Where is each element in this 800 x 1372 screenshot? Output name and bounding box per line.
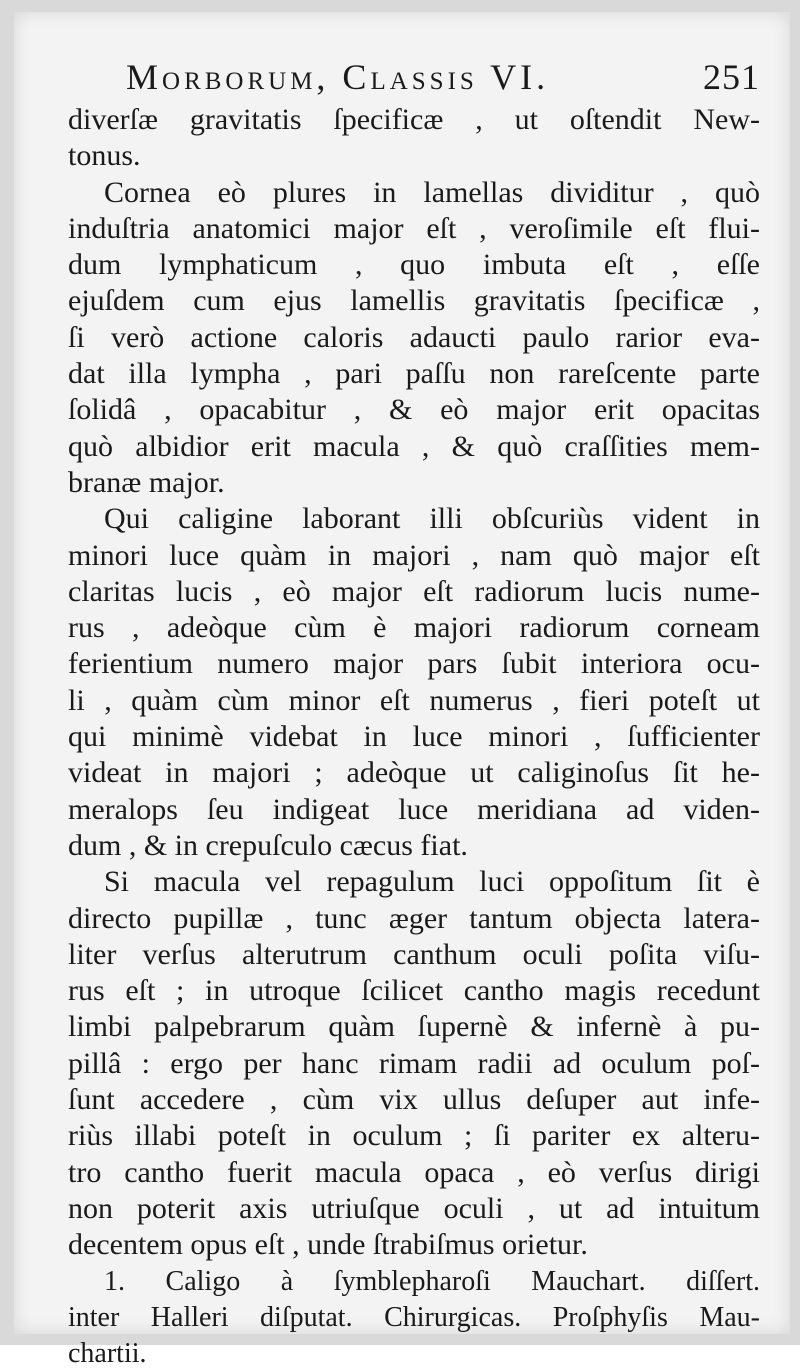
text-line: ſi verò actione caloris adaucti paulo rarior eva- <box>68 320 760 356</box>
body-text <box>68 102 760 1264</box>
text-line: tro cantho fuerit macula opaca , eò verſus dirigi <box>68 1155 760 1191</box>
text-line: quò albidior erit macula , & quò craſſities mem- <box>68 429 760 465</box>
text-line: rus eſt ; in utroque ſcilicet cantho magis recedunt <box>68 973 760 1009</box>
footnote-line: 1. Caligo à ſymblepharoſi Mauchart. diſſert. <box>68 1264 760 1300</box>
text-line: non poterit axis utriuſque oculi , ut ad intuitum <box>68 1191 760 1227</box>
text-line: Qui caligine laborant illi obſcuriùs vident in <box>68 501 760 537</box>
text-line: diverſæ gravitatis ſpecificæ , ut oſtendit New- <box>68 102 760 138</box>
text-line: limbi palpebrarum quàm ſupernè & infernè à pu- <box>68 1009 760 1045</box>
text-line: ſunt accedere , cùm vix ullus deſuper aut infe- <box>68 1082 760 1118</box>
text-line: rus , adeòque cùm è majori radiorum corneam <box>68 610 760 646</box>
text-line: pillâ : ergo per hanc rimam radii ad oculum poſ- <box>68 1046 760 1082</box>
paragraph <box>68 501 760 864</box>
page-text <box>68 56 760 1372</box>
text-line: dat illa lympha , pari paſſu non rareſcente parte <box>68 356 760 392</box>
footnote-line: chartii. <box>68 1336 760 1372</box>
text-line: claritas lucis , eò major eſt radiorum lucis nume- <box>68 574 760 610</box>
text-line: videat in majori ; adeòque ut caliginoſus ſit he- <box>68 755 760 791</box>
text-line: Si macula vel repagulum luci oppoſitum ſit è <box>68 864 760 900</box>
text-line: tonus. <box>68 138 760 174</box>
text-line: liter verſus alterutrum canthum oculi poſita viſu- <box>68 937 760 973</box>
text-line: meralops ſeu indigeat luce meridiana ad viden- <box>68 792 760 828</box>
paragraph <box>68 102 760 175</box>
page-number: 251 <box>703 56 760 98</box>
text-line: branæ major. <box>68 465 760 501</box>
text-line: induſtria anatomici major eſt , veroſimile eſt flui- <box>68 211 760 247</box>
paragraph <box>68 175 760 502</box>
text-line: decentem opus eſt , unde ſtrabiſmus orietur. <box>68 1227 760 1263</box>
paragraph <box>68 864 760 1263</box>
text-line: riùs illabi poteſt in oculum ; ſi pariter ex alteru- <box>68 1118 760 1154</box>
text-line: ejuſdem cum ejus lamellis gravitatis ſpecificæ , <box>68 283 760 319</box>
text-line: Cornea eò plures in lamellas dividitur , quò <box>68 175 760 211</box>
text-line: dum lymphaticum , quo imbuta eſt , eſſe <box>68 247 760 283</box>
running-head <box>68 56 760 102</box>
book-page <box>14 12 790 1334</box>
footnote-line: inter Halleri diſputat. Chirurgicas. Proſphyſis Mau- <box>68 1300 760 1336</box>
text-line: qui minimè videbat in luce minori , ſufficienter <box>68 719 760 755</box>
text-line: directo pupillæ , tunc æger tantum objecta latera- <box>68 901 760 937</box>
text-line: minori luce quàm in majori , nam quò major eſt <box>68 538 760 574</box>
text-line: ferientium numero major pars ſubit interiora ocu- <box>68 646 760 682</box>
text-line: dum , & in crepuſculo cæcus fiat. <box>68 828 760 864</box>
running-head-title: Morborum, Classis VI. <box>126 56 549 98</box>
text-line: li , quàm cùm minor eſt numerus , fieri poteſt ut <box>68 683 760 719</box>
text-line: ſolidâ , opacabitur , & eò major erit opacitas <box>68 392 760 428</box>
footnote <box>68 1264 760 1372</box>
